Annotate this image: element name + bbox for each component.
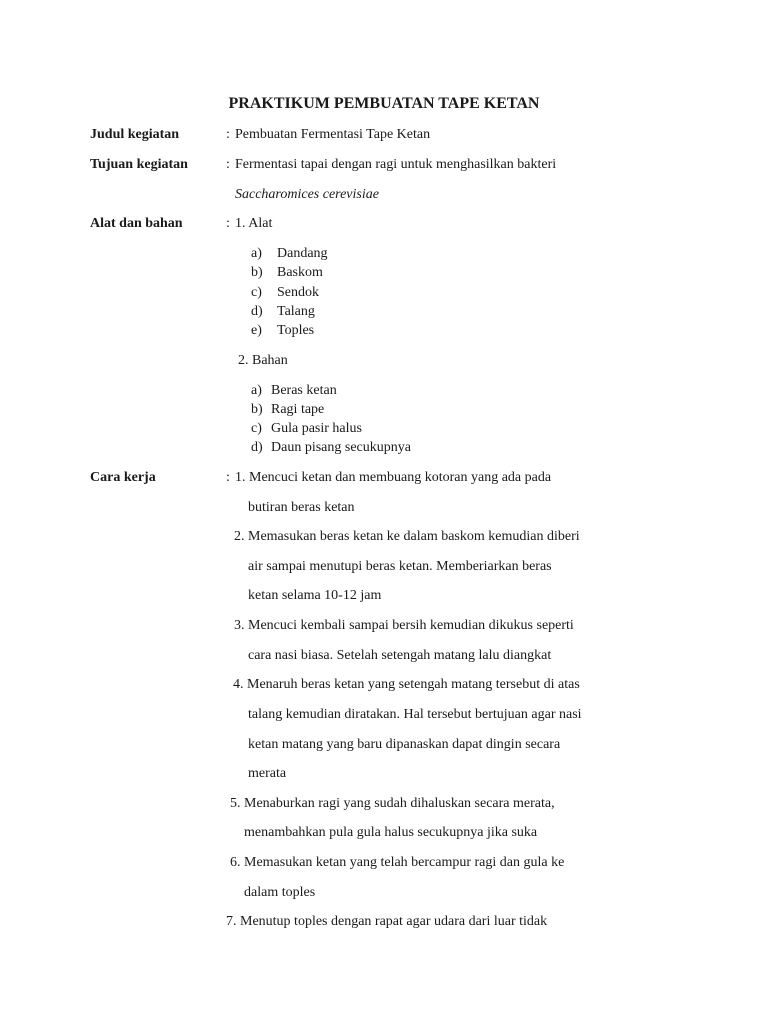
step-3-line-2: cara nasi biasa. Setelah setengah matang lalu diangkat [248,648,552,663]
step-2-line-1: 2. Memasukan beras ketan ke dalam baskom kemudian diberi [234,529,580,544]
step-3-line-1: 3. Mencuci kembali sampai bersih kemudian dikukus seperti [234,618,574,633]
alat-bahan-label: Alat dan bahan [90,216,183,231]
cara-kerja-colon: : [226,470,230,485]
step-1-line-1: 1. Mencuci ketan dan membuang kotoran yang ada pada [235,470,552,485]
document-title: PRAKTIKUM PEMBUATAN TAPE KETAN [228,95,540,112]
judul-colon: : [226,127,230,142]
step-5-line-1: 5. Menaburkan ragi yang sudah dihaluskan secara merata, [230,796,555,811]
bahan-heading: 2. Bahan [238,353,288,368]
step-6-line-2: dalam toples [244,885,316,900]
step-1-line-2: butiran beras ketan [248,500,355,515]
list-text: Dandang [277,246,328,261]
list-marker: e) [251,323,262,338]
list-marker: c) [251,285,262,300]
alat-heading: 1. Alat [235,216,273,231]
judul-label: Judul kegiatan [90,127,180,142]
alat-bahan-colon: : [226,216,230,231]
step-2-line-3: ketan selama 10-12 jam [248,588,382,603]
tujuan-label: Tujuan kegiatan [90,157,188,172]
list-text: Ragi tape [271,402,325,417]
step-4-line-3: ketan matang yang baru dipanaskan dapat dingin secara [248,737,561,752]
tujuan-colon: : [226,157,230,172]
list-text: Daun pisang secukupnya [271,440,411,455]
tujuan-value-line2: Saccharomices cerevisiae [235,187,379,202]
list-marker: b) [251,402,263,417]
list-marker: d) [251,304,263,319]
list-text: Baskom [277,265,323,280]
list-marker: b) [251,265,263,280]
step-6-line-1: 6. Memasukan ketan yang telah bercampur ragi dan gula ke [230,855,565,870]
list-text: Gula pasir halus [271,421,362,436]
tujuan-value-line1: Fermentasi tapai dengan ragi untuk menghasilkan bakteri [235,157,557,172]
judul-value: Pembuatan Fermentasi Tape Ketan [235,127,431,142]
list-marker: c) [251,421,262,436]
list-text: Talang [277,304,315,319]
step-5-line-2: menambahkan pula gula halus secukupnya jika suka [244,825,538,840]
list-marker: a) [251,246,262,261]
list-text: Toples [277,323,315,338]
list-marker: d) [251,440,263,455]
step-4-line-2: talang kemudian diratakan. Hal tersebut bertujuan agar nasi [248,707,582,722]
step-4-line-4: merata [248,766,287,781]
step-4-line-1: 4. Menaruh beras ketan yang setengah matang tersebut di atas [233,677,580,692]
list-text: Beras ketan [271,383,337,398]
list-marker: a) [251,383,262,398]
cara-kerja-label: Cara kerja [90,470,156,485]
step-2-line-2: air sampai menutupi beras ketan. Memberiarkan beras [248,559,552,574]
list-text: Sendok [277,285,319,300]
step-7-line-1: 7. Menutup toples dengan rapat agar udara dari luar tidak [226,914,548,929]
